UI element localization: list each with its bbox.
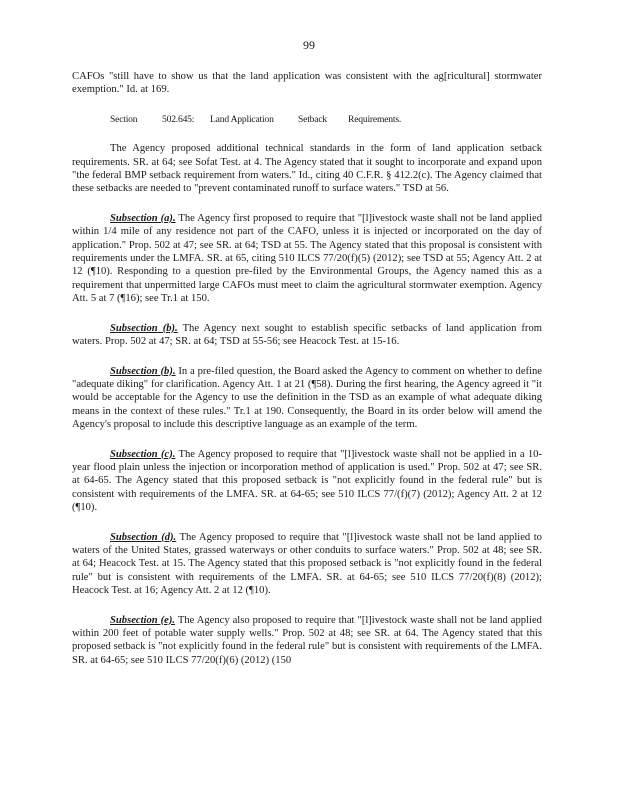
subsection-label: Subsection (b). bbox=[110, 365, 176, 377]
paragraph-text: CAFOs "still have to show us that the land application was consistent with the ag[ricultural] stormwater exemption." Id. at 169. bbox=[72, 71, 542, 96]
paragraph bbox=[72, 142, 542, 196]
paragraph-text: The Agency proposed to require that "[l]ivestock waste shall not be applied in a 10-year flood plain unless the injection or incorporation method of application is used." Prop. 502 at 47; see SR. at 64-65. The Agency stated that this proposed setback is "not explicitly found in the federal rule" but is consistent with requirements of the LMFA. SR. at 64-65; see 510 ILCS 77/(f)(7) (2012); Agency Att. 2 at 12 (¶10). bbox=[72, 448, 542, 514]
paragraph bbox=[72, 531, 542, 598]
heading-word: Requirements. bbox=[348, 113, 402, 125]
subsection-label: Subsection (c). bbox=[110, 448, 176, 460]
paragraph-text: The Agency proposed to require that "[l]ivestock waste shall not be land applied to waters of the United States, grassed waterways or other conduits to surface waters." Prop. 502 at 48; see SR. at 64; Heacock Test. at 15. The Agency stated that this proposed setback is "not explicitly found in the federal rule" but is consistent with requirements of the LMFA. SR. at 64-65; see 510 ILCS 77/20(f)(8) (2012); Heacock Test. at 16; Agency Att. 2 at 12 (¶10). bbox=[72, 531, 542, 597]
paragraph bbox=[72, 70, 542, 97]
paragraph bbox=[72, 322, 542, 349]
subsection-label: Subsection (a). bbox=[110, 212, 176, 224]
paragraph-text: In a pre-filed question, the Board asked the Agency to comment on whether to define "adequate diking" for clarification. Agency Att. 1 at 21 (¶58). During the first hearing, the Agency agreed it "it would be acceptable for the Agency to use the definition in the TSD as an example of what adequate diking means in the context of these rules." Tr.1 at 190. Consequently, the Board in its order below will amend the Agency's proposal to include this descriptive language as an example of the term. bbox=[72, 365, 542, 431]
subsection-label: Subsection (e). bbox=[110, 614, 176, 626]
heading-word: Land Application bbox=[210, 113, 274, 125]
subsection-label: Subsection (b). bbox=[110, 322, 178, 334]
paragraph-text: The Agency first proposed to require that "[l]ivestock waste shall not be land applied within 1/4 mile of any residence not part of the CAFO, unless it is injected or incorporated on the day of application." Prop. 502 at 47; see SR. at 64; TSD at 55. The Agency stated that this proposal is consistent with requirements under the LMFA. SR. at 65, citing 510 ILCS 77/20(f)(5) (2012); see TSD at 55; Agency Att. 2 at 12 (¶10). Responding to a question pre-filed by the Environmental Groups, the Agency named this as a requirement that unpermitted large CAFOs must meet to claim the agricultural stormwater exemption. Agency Att. 5 at 7 (¶16); see Tr.1 at 150. bbox=[72, 212, 542, 305]
document-body bbox=[72, 70, 542, 683]
heading-word: Setback bbox=[298, 113, 327, 125]
paragraph bbox=[72, 212, 542, 306]
paragraph-text: The Agency next sought to establish specific setbacks of land application from waters. Prop. 502 at 47; SR. at 64; TSD at 55-56; see Heacock Test. at 15-16. bbox=[72, 322, 542, 348]
paragraph-text: The Agency proposed additional technical standards in the form of land application setback requirements. SR. at 64; see Sofat Test. at 4. The Agency stated that it sought to incorporate and expand upon "the federal BMP setback requirement from waters." Id., citing 40 C.F.R. § 412.2(c). The Agency claimed that these setbacks are needed to "prevent contaminated runoff to surface waters." TSD at 56. bbox=[72, 143, 542, 195]
heading-word: 502.645: bbox=[162, 113, 195, 125]
heading-word: Section bbox=[110, 113, 138, 125]
paragraph bbox=[72, 448, 542, 515]
paragraph bbox=[72, 614, 542, 668]
paragraph bbox=[72, 365, 542, 432]
section-heading bbox=[110, 113, 414, 126]
page-number: 99 bbox=[303, 38, 315, 52]
subsection-label: Subsection (d). bbox=[110, 531, 177, 543]
paragraph-text: The Agency also proposed to require that "[l]ivestock waste shall not be land applied within 200 feet of potable water supply wells." Prop. 502 at 48; see SR. at 64. The Agency stated that this proposed setback is "not explicitly found in the federal rule" but is consistent with requirements of the LMFA. SR. at 64-65; see 510 ILCS 77/20(f)(6) (2012) (150 bbox=[72, 614, 542, 666]
